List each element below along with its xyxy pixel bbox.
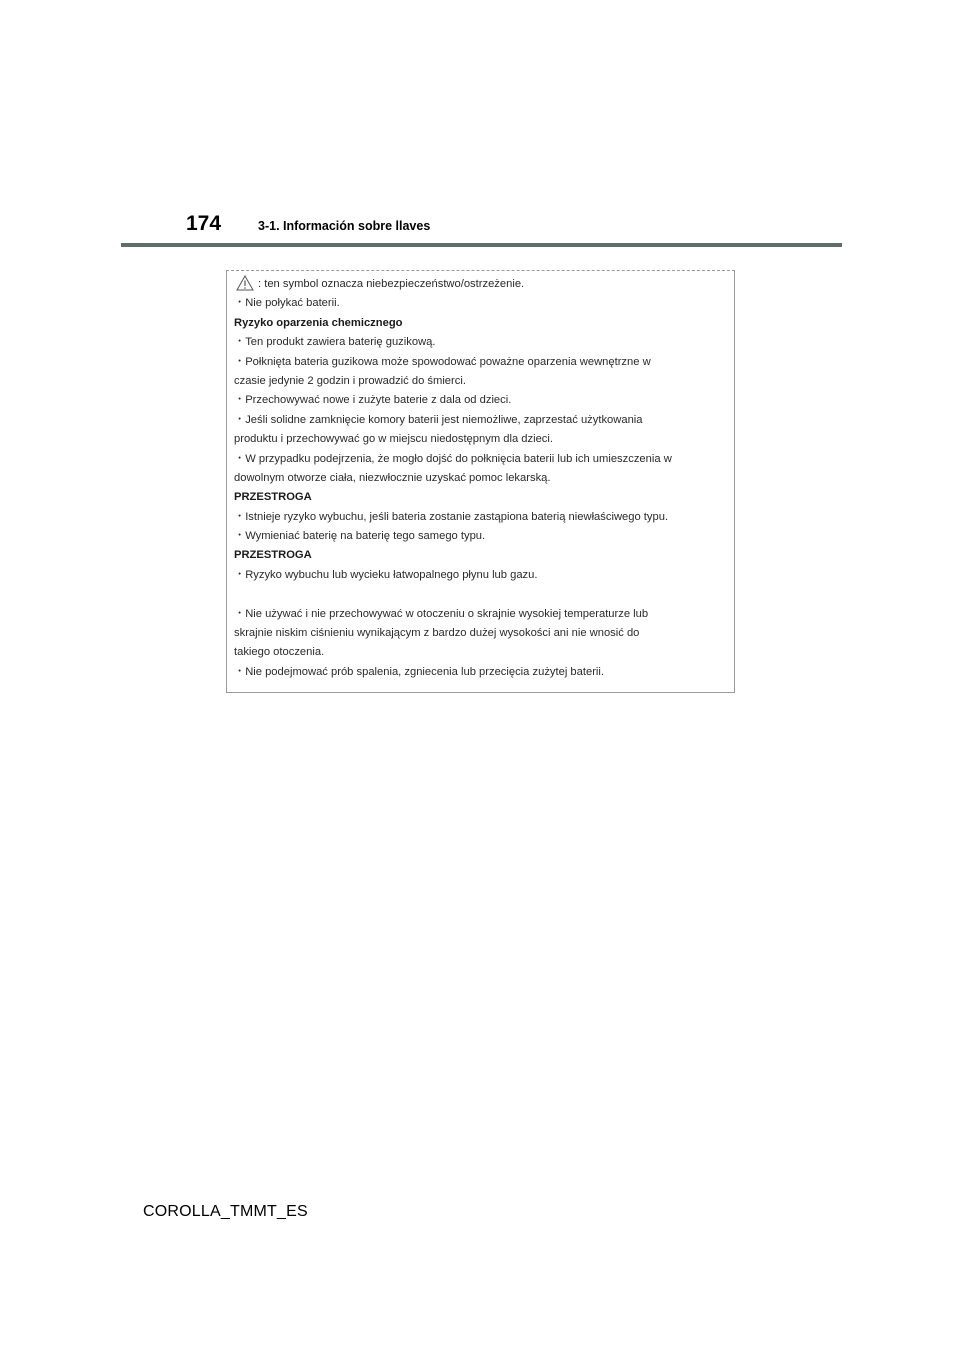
warning-line: dowolnym otworze ciała, niezwłocznie uzyskać pomoc lekarską. [234,471,551,484]
section-title: 3-1. Información sobre llaves [258,219,431,233]
warning-line: takiego otoczenia. [234,646,325,659]
warning-heading: PRZESTROGA [234,549,312,562]
header-divider [121,243,842,247]
warning-line: ・Nie używać i nie przechowywać w otoczeniu o skrajnie wysokiej temperaturze lub [234,607,649,620]
warning-line: ・Nie połykać baterii. [234,297,340,310]
warning-line: czasie jedynie 2 godzin i prowadzić do śmierci. [234,374,466,387]
warning-line: ・Jeśli solidne zamknięcie komory baterii jest niemożliwe, zaprzestać użytkowania [234,413,643,426]
warning-triangle-icon [236,275,254,291]
warning-symbol-note: : ten symbol oznacza niebezpieczeństwo/ostrzeżenie. [258,278,525,290]
warning-line: skrajnie niskim ciśnieniu wynikającym z bardzo dużej wysokości ani nie wnosić do [234,627,640,640]
warning-line: ・Połknięta bateria guzikowa może spowodować poważne oparzenia wewnętrzne w [234,355,651,368]
warning-text-block [234,275,730,682]
warning-lines [234,294,730,682]
warning-symbol-note-line [234,275,730,294]
warning-line: ・Nie podejmować prób spalenia, zgniecenia lub przecięcia zużytej baterii. [234,665,605,678]
page-number: 174 [186,212,222,235]
warning-line: produktu i przechowywać go w miejscu niedostępnym dla dzieci. [234,433,553,446]
warning-line: ・Przechowywać nowe i zużyte baterie z dala od dzieci. [234,394,512,407]
warning-line: ・Ten produkt zawiera baterię guzikową. [234,336,436,349]
warning-line: ・Istnieje ryzyko wybuchu, jeśli bateria zostanie zastąpiona baterią niewłaściwego typu. [234,510,669,523]
warning-line: ・Wymieniać baterię na baterię tego samego typu. [234,530,486,543]
document-code: COROLLA_TMMT_ES [143,1203,308,1220]
warning-heading: Ryzyko oparzenia chemicznego [234,316,403,329]
warning-line: ・Ryzyko wybuchu lub wycieku łatwopalnego płynu lub gazu. [234,568,538,581]
warning-line [234,585,730,604]
warning-heading: PRZESTROGA [234,491,312,504]
warning-line: ・W przypadku podejrzenia, że mogło dojść do połknięcia baterii lub ich umieszczenia w [234,452,672,465]
